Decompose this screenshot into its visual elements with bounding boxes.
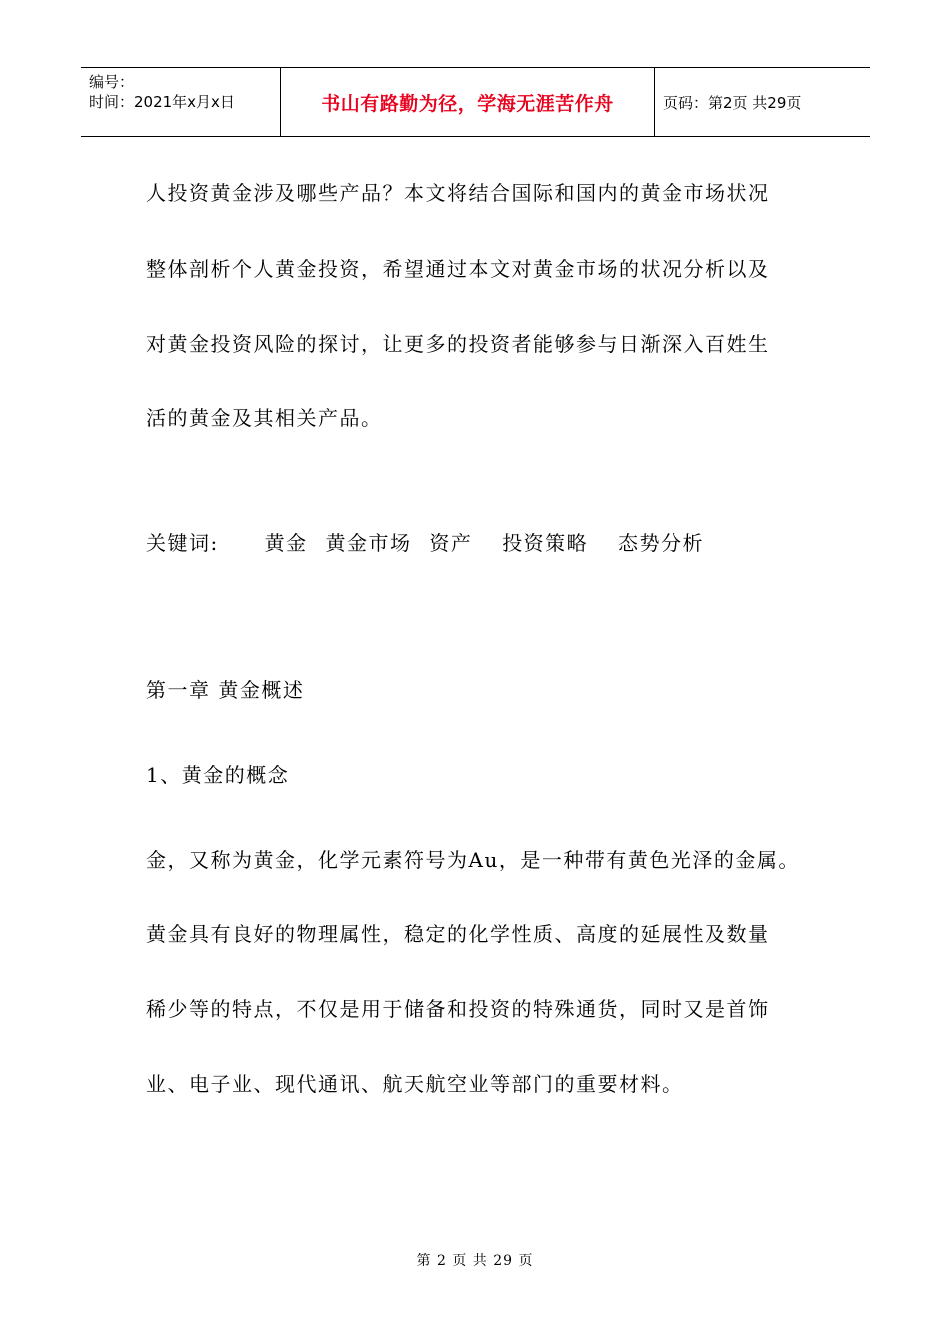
page-footer: 第 2 页 共 29 页 (416, 1253, 534, 1269)
paragraph-line: 整体剖析个人黄金投资，希望通过本文对黄金市场的状况分析以及 (146, 257, 770, 281)
page-header (81, 67, 870, 137)
paragraph-line: 业、电子业、现代通讯、航天航空业等部门的重要材料。 (146, 1072, 684, 1096)
chapter-title: 第一章 黄金概述 (146, 678, 305, 702)
keyword: 黄金 (264, 531, 308, 555)
keyword: 黄金市场 (325, 531, 412, 555)
paragraph-line: 稀少等的特点，不仅是用于储备和投资的特殊通货，同时又是首饰 (146, 997, 770, 1021)
header-page-info: 页码：第2页 共29页 (663, 93, 802, 112)
paragraph-line: 人投资黄金涉及哪些产品？本文将结合国际和国内的黄金市场状况 (146, 181, 770, 205)
keywords-line (146, 531, 714, 555)
keyword: 投资策略 (502, 531, 589, 555)
keyword: 态势分析 (618, 531, 705, 555)
header-meta (81, 68, 281, 136)
document-code-label: 编号： (89, 73, 135, 91)
paragraph-line: 金，又称为黄金，化学元素符号为Au，是一种带有黄色光泽的金属。 (146, 848, 800, 872)
header-motto: 书山有路勤为径，学海无涯苦作舟 (281, 68, 655, 136)
paragraph-line: 活的黄金及其相关产品。 (146, 406, 383, 430)
document-date: 时间：2021年x月x日 (89, 93, 235, 111)
paragraph-line: 黄金具有良好的物理属性，稳定的化学性质、高度的延展性及数量 (146, 922, 770, 946)
keywords-label: 关键词: (146, 531, 219, 555)
section-title: 1、黄金的概念 (146, 763, 290, 787)
paragraph-line: 对黄金投资风险的探讨，让更多的投资者能够参与日渐深入百姓生 (146, 332, 770, 356)
keyword: 资产 (429, 531, 473, 555)
